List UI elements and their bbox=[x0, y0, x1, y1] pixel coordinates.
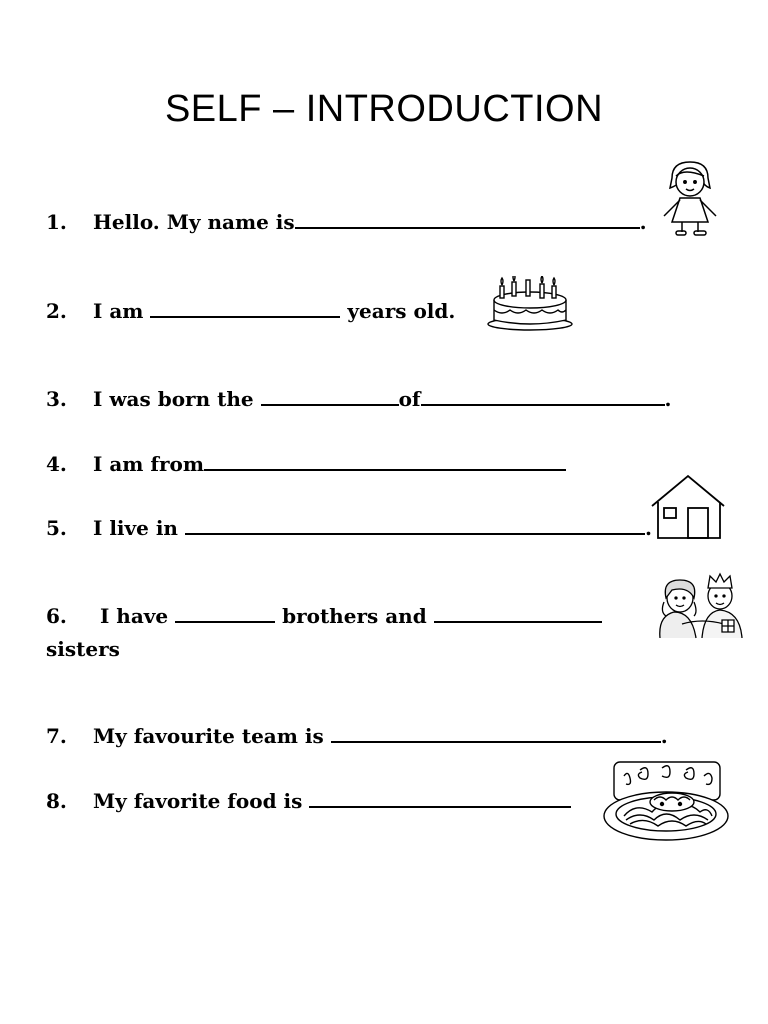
item-1 bbox=[46, 206, 748, 238]
live-in-blank[interactable] bbox=[185, 513, 645, 535]
item-number: 5. bbox=[46, 516, 67, 540]
item-text: . bbox=[660, 724, 668, 748]
birth-day-blank[interactable] bbox=[261, 384, 399, 406]
item-text: My favorite food is bbox=[93, 789, 303, 813]
item-6-continued: sisters bbox=[46, 637, 120, 661]
item-text: I am bbox=[93, 299, 144, 323]
from-blank[interactable] bbox=[204, 449, 566, 471]
item-text: years old. bbox=[347, 299, 456, 323]
item-text: My favourite team is bbox=[93, 724, 324, 748]
brothers-blank[interactable] bbox=[175, 601, 275, 623]
item-text: I live in bbox=[93, 516, 178, 540]
siblings-icon bbox=[652, 572, 750, 640]
item-text: Hello. My name is bbox=[93, 210, 295, 234]
item-number: 7. bbox=[46, 724, 67, 748]
item-text: I am from bbox=[93, 452, 205, 476]
item-number: 3. bbox=[46, 387, 67, 411]
food-plate-icon bbox=[600, 758, 732, 844]
item-number: 8. bbox=[46, 789, 67, 813]
item-text: . bbox=[664, 387, 672, 411]
house-icon bbox=[650, 472, 726, 540]
item-3 bbox=[46, 383, 748, 415]
item-number: 6. bbox=[46, 604, 67, 628]
team-blank[interactable] bbox=[331, 721, 661, 743]
item-text: I have bbox=[99, 604, 169, 628]
birth-month-blank[interactable] bbox=[421, 384, 665, 406]
food-blank[interactable] bbox=[309, 786, 571, 808]
item-text: . bbox=[639, 210, 647, 234]
page-title: SELF – INTRODUCTION bbox=[164, 88, 604, 130]
item-text: brothers and bbox=[282, 604, 427, 628]
girl-icon bbox=[650, 158, 730, 240]
item-number: 1. bbox=[46, 210, 67, 234]
item-text: . bbox=[644, 516, 652, 540]
item-text: I was born the bbox=[93, 387, 254, 411]
item-number: 2. bbox=[46, 299, 67, 323]
item-7 bbox=[46, 720, 748, 752]
item-5 bbox=[46, 512, 748, 544]
item-4 bbox=[46, 448, 748, 480]
item-2 bbox=[46, 295, 748, 327]
item-text: of bbox=[398, 387, 421, 411]
age-blank[interactable] bbox=[150, 296, 340, 318]
name-blank[interactable] bbox=[295, 207, 640, 229]
item-6 bbox=[46, 600, 748, 632]
sisters-blank[interactable] bbox=[434, 601, 602, 623]
birthday-cake-icon bbox=[486, 276, 574, 332]
item-number: 4. bbox=[46, 452, 67, 476]
